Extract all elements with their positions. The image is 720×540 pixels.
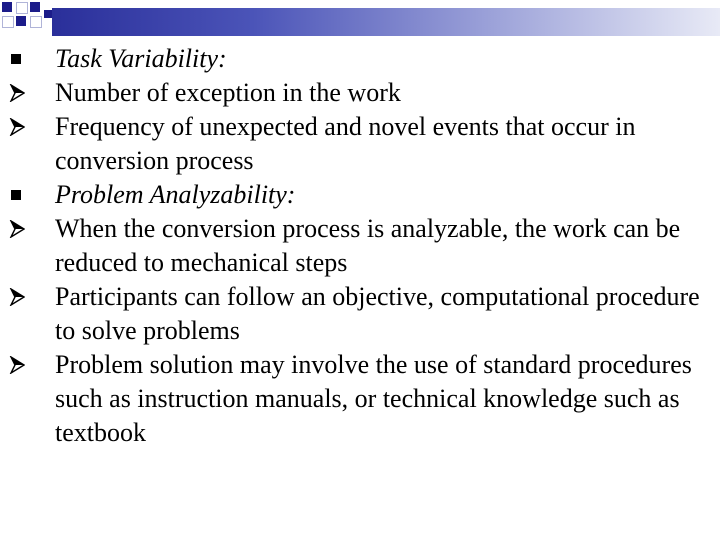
bullet-point — [0, 348, 715, 450]
arrowhead-bullet-icon — [9, 118, 25, 136]
bullet-point — [0, 76, 715, 110]
deco-square — [30, 2, 40, 12]
square-bullet-icon — [11, 190, 21, 200]
header-decoration — [0, 0, 720, 40]
arrowhead-bullet-icon — [9, 84, 25, 102]
point-text: Participants can follow an objective, computational procedure to solve problems — [55, 282, 700, 345]
bullet-point — [0, 110, 715, 178]
point-text: Frequency of unexpected and novel events that occur in conversion process — [55, 112, 636, 175]
point-text: Problem solution may involve the use of standard procedures such as instruction manuals, or technical knowledge such as textbook — [55, 350, 692, 447]
bullet-heading-problem-analyzability — [0, 178, 715, 212]
bullet-point — [0, 280, 715, 348]
header-gradient-band — [52, 8, 720, 36]
deco-square — [2, 16, 14, 28]
arrowhead-bullet-icon — [9, 356, 25, 374]
deco-square — [30, 16, 42, 28]
deco-square — [44, 10, 52, 18]
arrowhead-bullet-icon — [9, 220, 25, 238]
square-bullet-icon — [11, 54, 21, 64]
deco-square — [16, 16, 26, 26]
bullet-heading-task-variability — [0, 42, 715, 76]
bullet-point — [0, 212, 715, 280]
slide-content — [0, 42, 720, 450]
point-text: Number of exception in the work — [55, 78, 401, 107]
point-text: When the conversion process is analyzable, the work can be reduced to mechanical steps — [55, 214, 681, 277]
arrowhead-bullet-icon — [9, 288, 25, 306]
deco-square — [2, 2, 12, 12]
heading-text: Task Variability: — [55, 44, 227, 73]
heading-text: Problem Analyzability: — [55, 180, 296, 209]
deco-square — [16, 2, 28, 14]
